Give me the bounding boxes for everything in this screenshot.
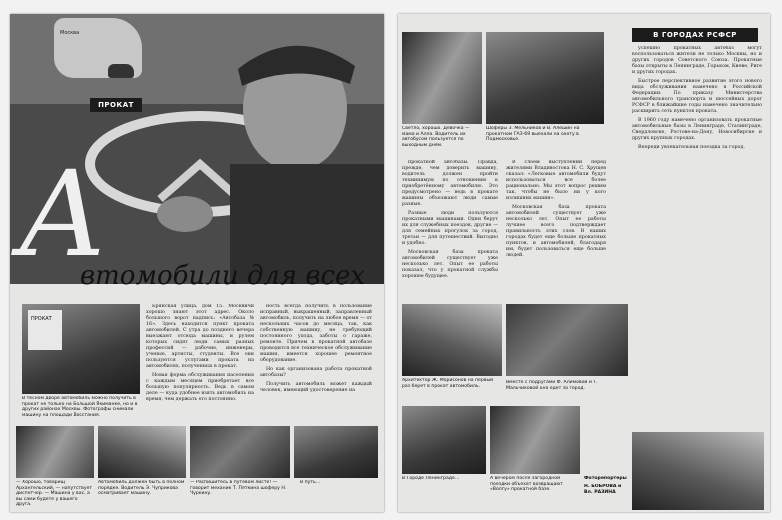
section-heading: В ГОРОДАХ РСФСР	[632, 28, 758, 42]
paragraph: прокатной автобазы. Правда, прежде, чем доверить машину, водитель должен пройти техминимум по отношению к приобретённому автомобилю. Это предусмотрено — ведь в прокате машины объезжают люди самые разные.	[402, 160, 498, 207]
paragraph: В 1960 году намечено организовать прокатные автомобильные базы в Ленинграде, Сталинграде, Свердловске, Ростове-на-Дону, Новосибирске и других крупных городах.	[632, 118, 762, 141]
paragraph: Брянская улица, дом 15. Москвичи хорошо знают этот адрес. Около большого ворот надпись: «Автобаза № 16». Здесь находится пункт проката автомобилей. С утра до позднего вечера выезжают отсюда машины, и рулем которых сидят люди самых разных профессий — рабочие, инженеры, ученые, артисты, студенты. Все они пользуются услугами проката на автомобилях, полученных в прокат.	[146, 304, 254, 369]
caption-bottom-3: — Распишитесь в путевом листе! — говорит механик Т. Пяткина шоферу Н. Чуркину.	[190, 480, 287, 497]
bottom-photo-3	[190, 426, 290, 478]
caption-top-2: Шоферы З. Мельников и В. Алешин на прокатном ГАЗ-69 выехали на охоту в Подмосковье.	[486, 126, 580, 143]
map-label: Москва	[60, 30, 80, 36]
bottom-photo-4	[294, 426, 378, 478]
caption-mid-1: Архитектор Ж. Морисонов на первый раз берет в прокат автомобиль.	[402, 378, 494, 389]
caption-street: В тесном дворе автомобиль можно получить в прокат не только на Большой Якиманке, но и в других районах Москвы. Фотографы снимали машину на площади Восстания.	[22, 396, 138, 418]
mid-photo-car-engine	[402, 304, 502, 376]
rubric-label: ПРОКАТ	[90, 98, 142, 112]
paragraph: Впереди увлекательная поездка за город.	[638, 145, 745, 150]
caption-bottom-2: Автомобиль должен быть в полном порядке. Водитель Э. Чуприкова осматривает машину.	[98, 480, 185, 497]
bottom-photo-1	[16, 426, 94, 478]
paragraph: Московская база проката автомобилей существует уже несколько лет. Опыт ее работы показал, что у прокатной службы хорошее будущее.	[402, 250, 498, 279]
article-col-r1	[402, 160, 498, 300]
top-photo-hunters	[486, 32, 604, 124]
bottom-photo-volga	[490, 406, 580, 474]
paragraph: Получить автомобиль может каждый человек, имеющий удостоверение на	[260, 382, 372, 393]
caption-bottom-leningrad: В Городе Ленинграде…	[402, 476, 460, 481]
photo-credit-label: Фоторепортеры	[584, 476, 627, 481]
paragraph: Разные люди пользуются прокатными машинами. Одни берут их для служебных поездок, другие — для семейных прогулок за город, третьи — для путешествий. Выгодно и удобно.	[402, 211, 498, 246]
bottom-photo-leningrad	[402, 406, 486, 474]
bottom-photo-couple	[632, 432, 764, 510]
paragraph: Московская база проката автомобилей существует уже несколько лет. Опыт ее работы лучшее всего подтверждает правильность этих слов. В наших городах будет еще больше прокатных пунктов, и автомобилей, благодаря им, будет пользоваться еще больше людей.	[506, 205, 606, 258]
right-page	[398, 14, 770, 512]
title-initial: А	[18, 145, 108, 283]
car-badge-icon	[108, 64, 134, 78]
caption-bottom-volga: А вечером после загородной поездки объехат возвращают «Волгу» прокатной базе.	[490, 476, 563, 493]
top-photo-girl	[402, 32, 482, 124]
article-title: втомобили для всех	[80, 261, 366, 291]
photo-credit-names: Н. БОБРОВА и Вл. РАЗИНА	[584, 484, 622, 495]
article-col-2	[260, 304, 372, 420]
paragraph: успешно прокатных автобаз могут воспользоваться жители не только Москвы, но и других городов Советского Союза. Прокатные базы открыты в Ленинграде, Горьком, Киеве, Риге и других городах.	[632, 46, 762, 75]
paragraph: Но как организована работа прокатной автобазы?	[260, 367, 372, 378]
paragraph: В слоем выступлении перед жителями Владивостока Н. С. Хрущев сказал: «Легковые автомобили будут использоваться все более рационально. Мы этот вопрос решим так, чтобы не было ни у кого излишних машин».	[506, 160, 606, 201]
caption-bottom-4: В путь…	[300, 480, 321, 485]
mid-photo-women	[506, 304, 628, 376]
paragraph: Новая форма обслуживания населения с каждым месяцем приобретает все большую популярность. Ведь в самом деле — куда удобнее взять автомобиль на время, чем держать его постоянно.	[146, 373, 254, 402]
paragraph: Быстрое перспективное развитие этого нового вида обслуживания намечено в Российской Федерации. По приказу Министерства автомобильного транспорта и шоссейных дорог РСФСР в ближайшие годы намечено значительно расширить сеть пунктов проката.	[632, 79, 762, 114]
paragraph: ность всегда получить в пользование исправный, выкрашенный, заправленный автомобиль, получить на любое время — от нескольких часов до месяца, так, как собственную машину, не требующий постоянного ухода, заботы о гараже, ремонте. Причем в прокатной автобазе проводится все техническое обслуживание машин, имеется хорошее ремонтное оборудование.	[260, 304, 372, 363]
left-page	[10, 14, 384, 512]
caption-bottom-1: — Хорошо, товарищ Архангельский, — напутствует диспетчер. — Машина у вас, а вы сами будете у вашего друга.	[16, 480, 93, 508]
article-col-r2	[506, 160, 606, 300]
article-col-1	[146, 304, 254, 420]
caption-mid-2: Вместе с подругами Ф. Алимовой и Т. Мальчиковой она едет за город.	[506, 380, 598, 391]
street-sign-photo	[22, 304, 140, 394]
sign-text: ПРОКАТ	[31, 316, 52, 322]
article-col-r3	[632, 46, 762, 426]
caption-top-1: Светло, хорошо. Девочка — мама и Алла. Водитель их автобусом пользуется по выходным дням.	[402, 126, 470, 148]
bottom-photo-2	[98, 426, 186, 478]
